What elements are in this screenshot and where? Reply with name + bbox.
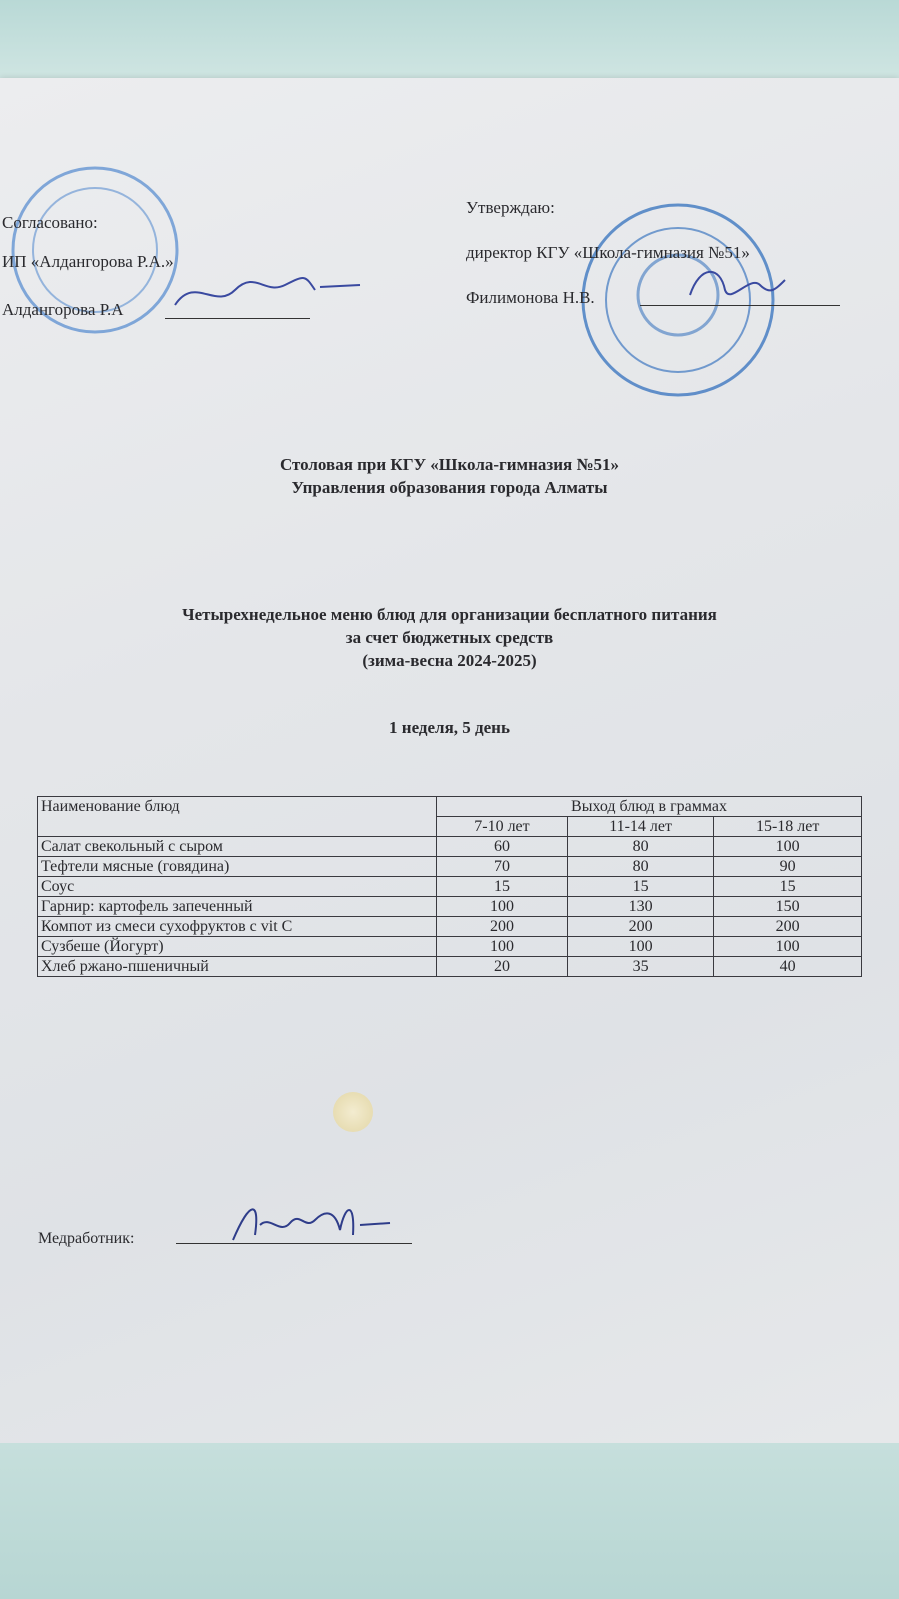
portion-grams: 20 [437,957,568,977]
dish-name: Сузбеше (Йогурт) [38,937,437,957]
dish-name: Гарнир: картофель запеченный [38,897,437,917]
portion-grams: 100 [437,937,568,957]
footer-label: Медработник: [38,1230,135,1247]
week-day: 1 неделя, 5 день [389,718,510,737]
dish-name: Салат свекольный с сыром [38,837,437,857]
title-line-3: (зима-весна 2024-2025) [362,651,537,670]
approval-right-position: директор КГУ «Школа-гимназия №51» [466,243,750,262]
table-row [38,957,862,977]
portion-grams: 15 [437,877,568,897]
header-line-1: Столовая при КГУ «Школа-гимназия №51» [279,455,620,474]
portion-grams: 60 [437,837,568,857]
portion-grams: 200 [714,917,862,937]
table-row [38,877,862,897]
age-group-header: 15-18 лет [714,817,862,837]
left-stamp [0,150,185,350]
background-wall [0,1443,899,1599]
table-row [38,837,862,857]
approval-left-signer: Алдангорова Р.А [2,300,124,319]
age-group-header: 7-10 лет [437,817,568,837]
approval-right-label: Утверждаю: [466,198,555,217]
signature-right [680,255,790,315]
portion-grams: 100 [714,937,862,957]
dish-name: Тефтели мясные (говядина) [38,857,437,877]
table-row [38,857,862,877]
pin-hole [333,1092,373,1132]
dish-name: Хлеб ржано-пшеничный [38,957,437,977]
signature-left [165,255,365,325]
dish-name: Компот из смеси сухофруктов с vit C [38,917,437,937]
table-row [38,917,862,937]
table-row [38,937,862,957]
menu-table [37,796,862,977]
portion-grams: 80 [567,837,713,857]
col-name-header: Наименование блюд [38,797,437,837]
portion-grams: 15 [567,877,713,897]
table-row [38,897,862,917]
header-line-2: Управления образования города Алматы [291,478,608,497]
age-group-header: 11-14 лет [567,817,713,837]
signature-footer [225,1195,395,1250]
portion-grams: 80 [567,857,713,877]
portion-grams: 100 [437,897,568,917]
portion-grams: 150 [714,897,862,917]
portion-grams: 200 [567,917,713,937]
portion-grams: 100 [714,837,862,857]
dish-name: Соус [38,877,437,897]
title-line-2: за счет бюджетных средств [345,628,554,647]
portion-grams: 100 [567,937,713,957]
portion-grams: 130 [567,897,713,917]
approval-left-label: Согласовано: [2,213,98,232]
approval-right-signer: Филимонова Н.В. [466,288,595,307]
portion-grams: 200 [437,917,568,937]
col-group-header: Выход блюд в граммах [437,797,862,817]
portion-grams: 15 [714,877,862,897]
portion-grams: 70 [437,857,568,877]
title-line-1: Четырехнедельное меню блюд для организации бесплатного питания [182,605,717,624]
portion-grams: 35 [567,957,713,977]
portion-grams: 90 [714,857,862,877]
portion-grams: 40 [714,957,862,977]
approval-left-org: ИП «Алдангорова Р.А.» [2,252,174,271]
